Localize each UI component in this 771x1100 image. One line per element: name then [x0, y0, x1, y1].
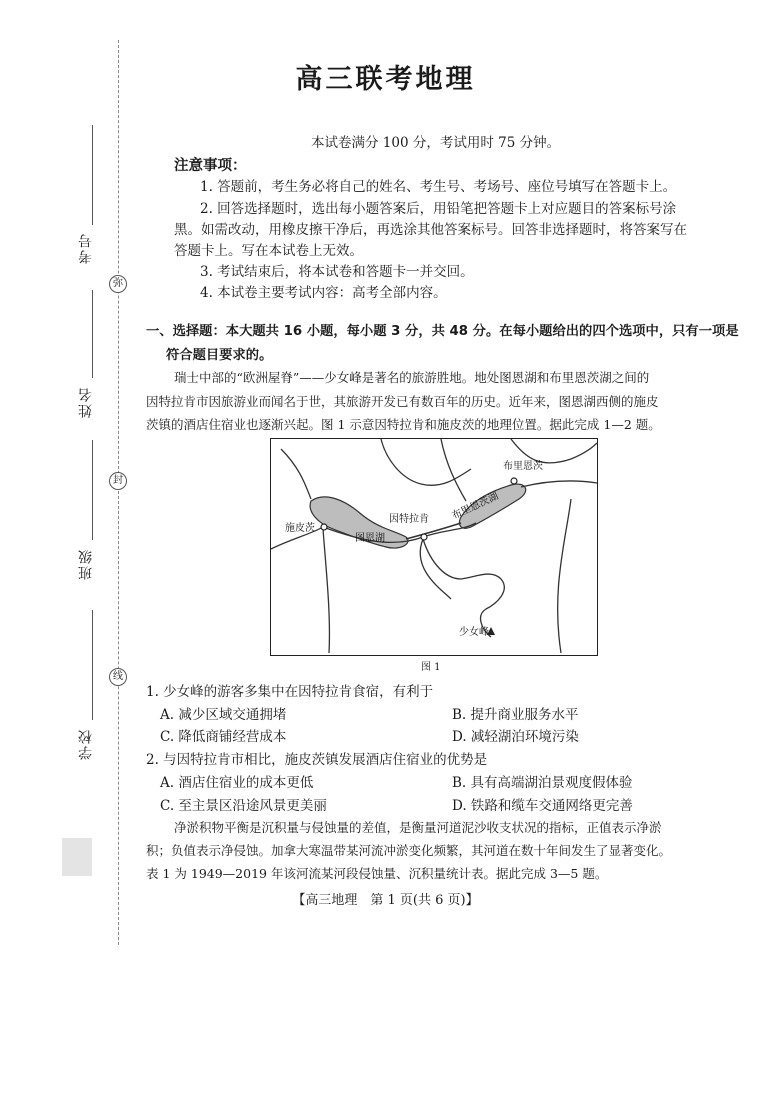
notice-heading: 注意事项： [174, 158, 247, 174]
passage1-line3: 茨镇的酒店住宿业也逐渐兴起。图 1 示意因特拉肯和施皮茨的地理位置。据此完成 1—2 题。 [146, 417, 661, 432]
figure-1-map [270, 438, 598, 656]
exam-number-write-line[interactable] [92, 125, 93, 225]
q2-option-a[interactable]: A. 酒店住宿业的成本更低 [160, 775, 314, 791]
q1-option-a[interactable]: A. 减少区域交通拥堵 [160, 707, 287, 723]
q1-option-b[interactable]: B. 提升商业服务水平 [452, 707, 579, 723]
rail-line-branch [420, 539, 451, 599]
passage2-line3: 表 1 为 1949—2019 年该河流某河段侵蚀量、沉积量统计表。据此完成 3—5 题。 [146, 866, 608, 881]
q1-option-c[interactable]: C. 降低商铺经营成本 [160, 729, 287, 745]
label-jungfrau: 少女峰 [459, 627, 489, 638]
binding-label-name: 姓名 [78, 386, 94, 418]
q1-option-d[interactable]: D. 减轻湖泊环境污染 [452, 729, 579, 745]
label-spiez: 施皮茨 [285, 523, 315, 534]
seal-mark-mi: 弥 [109, 275, 127, 293]
rail-line-east [521, 481, 597, 487]
notice-line-3: 黑。如需改动，用橡皮擦干净后，再选涂其他答案标号。回答非选择题时，将答案写在 [174, 222, 687, 238]
spiez-marker [321, 524, 327, 530]
binding-label-school: 学校 [78, 728, 94, 760]
rail-line-mountain [381, 439, 471, 485]
label-thun-lake: 图恩湖 [355, 533, 385, 544]
passage2-line1: 净淤积物平衡是沉积量与侵蚀量的差值，是衡量河道泥沙收支状况的指标，正值表示净淤 [174, 820, 662, 835]
notice-line-5: 3. 考试结束后，将本试卷和答题卡一并交回。 [200, 264, 474, 280]
passage1-line2: 因特拉肯市因旅游业而闻名于世，其旅游开发已有数百年的历史。近年来，图恩湖西侧的施皮 [146, 394, 659, 409]
rail-line-north-connector [441, 439, 466, 501]
rail-line-south [558, 499, 571, 653]
notice-line-6: 4. 本试卷主要考试内容：高考全部内容。 [200, 285, 447, 301]
rail-line-south-west [323, 529, 329, 653]
seal-mark-xian: 线 [109, 668, 127, 686]
seal-mark-feng: 封 [109, 472, 127, 490]
notice-line-4: 答题卡上。写在本试卷上无效。 [174, 243, 363, 259]
school-write-line[interactable] [92, 610, 93, 720]
q2-option-c[interactable]: C. 至主景区沿途风景更美丽 [160, 798, 327, 814]
aare-river [406, 523, 461, 539]
passage2-line2: 积；负值表示净侵蚀。加拿大寒温带某河流冲淤变化频繁，其河道在数十年间发生了显著变化。 [146, 843, 672, 858]
q2-option-b[interactable]: B. 具有高端湖泊景观度假体验 [452, 775, 633, 791]
q1-stem: 1. 少女峰的游客多集中在因特拉肯食宿，有利于 [146, 684, 434, 700]
section1-heading-line2: 符合题目要求的。 [166, 348, 273, 363]
page-title: 高三联考地理 [295, 64, 476, 95]
q2-option-d[interactable]: D. 铁路和缆车交通网络更完善 [452, 798, 633, 814]
rail-line-north-east [511, 439, 597, 463]
brienz-marker [511, 478, 517, 484]
scan-artifact [62, 838, 92, 876]
binding-label-class: 班级 [78, 548, 94, 580]
notice-line-2: 2. 回答选择题时，选出每小题答案后，用铅笔把答题卡上对应题目的答案标号涂 [200, 201, 677, 217]
interlaken-marker [421, 534, 427, 540]
section1-heading-line1: 一、选择题：本大题共 16 小题，每小题 3 分，共 48 分。在每小题给出的四个选项中，只有一项是 [146, 324, 739, 339]
exam-info: 本试卷满分 100 分，考试用时 75 分钟。 [311, 135, 561, 151]
figure-1-caption: 图 1 [421, 662, 441, 673]
label-interlaken: 因特拉肯 [389, 514, 429, 525]
name-write-line[interactable] [92, 290, 93, 378]
label-brienz: 布里恩茨 [503, 461, 543, 472]
binding-label-exam-number: 考号 [78, 232, 94, 264]
binding-dashed-line [118, 40, 119, 945]
rail-line-to-jungfrau [423, 539, 504, 637]
notice-line-1: 1. 答题前，考生务必将自己的姓名、考生号、考场号、座位号填写在答题卡上。 [200, 179, 677, 195]
rail-line-north [281, 449, 311, 499]
page-footer: 【高三地理 第 1 页(共 6 页)】 [292, 893, 479, 908]
map-svg [271, 439, 597, 655]
label-brienz-lake: 布里恩茨湖 [450, 490, 501, 522]
passage1-line1: 瑞士中部的“欧洲屋脊”——少女峰是著名的旅游胜地。地处图恩湖和布里恩茨湖之间的 [174, 370, 650, 385]
class-write-line[interactable] [92, 440, 93, 540]
q2-stem: 2. 与因特拉肯市相比，施皮茨镇发展酒店住宿业的优势是 [146, 752, 488, 768]
